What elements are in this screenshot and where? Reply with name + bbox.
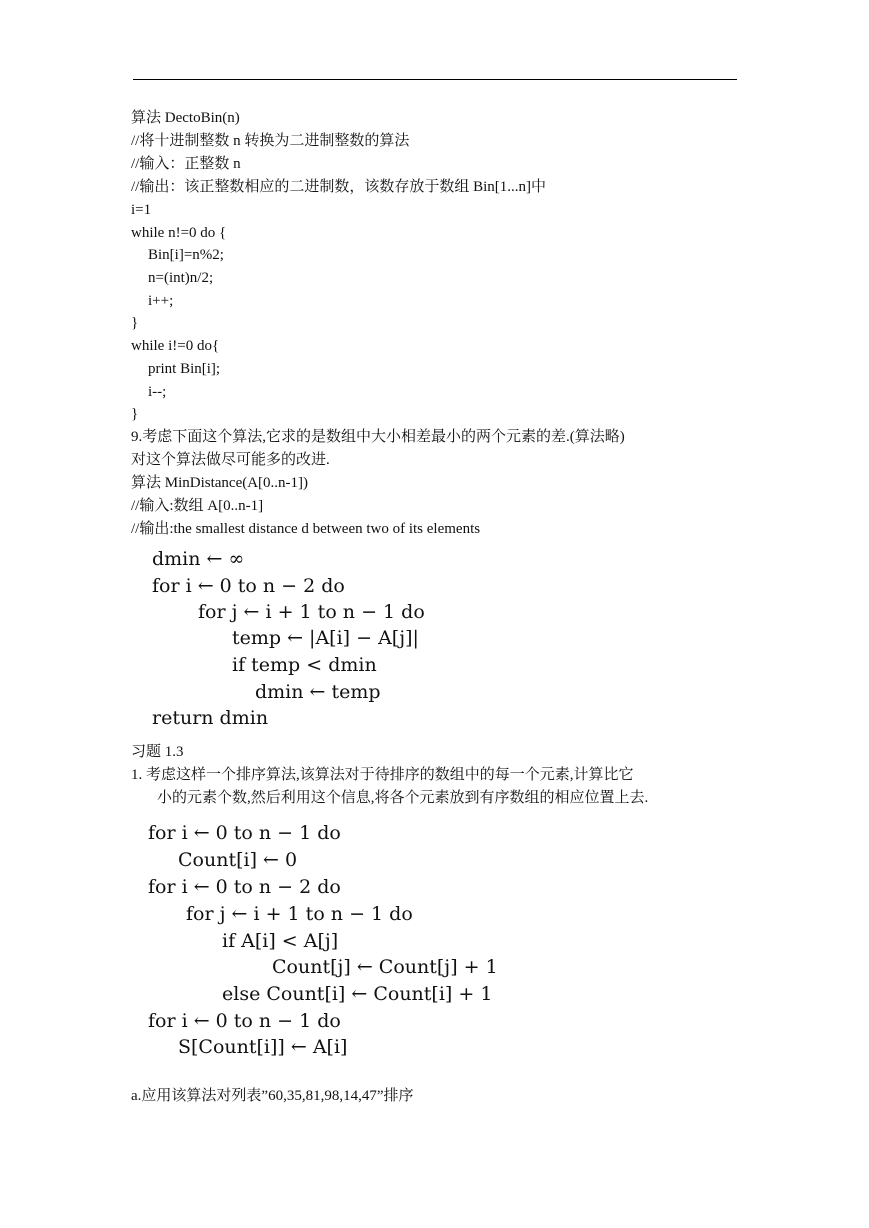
math-line: dmin ← ∞ xyxy=(152,548,245,570)
algorithm-title: 算法 DectoBin(n) xyxy=(131,110,240,126)
code-line: } xyxy=(131,406,139,422)
comment-line: //输入：正整数 n xyxy=(131,156,241,172)
math-line: for j ← i + 1 to n − 1 do xyxy=(186,903,413,925)
math-line: if temp < dmin xyxy=(232,654,377,676)
math-line: return dmin xyxy=(152,707,269,729)
comment-line: //输出:the smallest distance d between two of its elements xyxy=(131,521,481,537)
math-line: for i ← 0 to n − 1 do xyxy=(148,1010,341,1032)
math-line: for j ← i + 1 to n − 1 do xyxy=(198,601,425,623)
comment-line: //将十进制整数 n 转换为二进制整数的算法 xyxy=(131,133,410,149)
math-line: for i ← 0 to n − 1 do xyxy=(148,822,341,844)
code-line: while n!=0 do { xyxy=(131,225,227,241)
header-rule xyxy=(133,79,737,80)
code-line: print Bin[i]; xyxy=(148,361,221,377)
exercise-text: 小的元素个数,然后利用这个信息,将各个元素放到有序数组的相应位置上去. xyxy=(157,790,649,806)
exercise-part-a: a.应用该算法对列表”60,35,81,98,14,47”排序 xyxy=(131,1088,414,1104)
math-line: for i ← 0 to n − 2 do xyxy=(152,575,345,597)
exercise-text: 1. 考虑这样一个排序算法,该算法对于待排序的数组中的每一个元素,计算比它 xyxy=(131,767,634,783)
question-text: 9.考虑下面这个算法,它求的是数组中大小相差最小的两个元素的差.(算法略) xyxy=(131,429,625,445)
code-line: while i!=0 do{ xyxy=(131,338,220,354)
code-line: i++; xyxy=(148,293,174,309)
code-line: } xyxy=(131,315,139,331)
math-line: if A[i] < A[j] xyxy=(222,930,339,952)
algorithm-title: 算法 MinDistance(A[0..n-1]) xyxy=(131,475,309,491)
comment-line: //输出：该正整数相应的二进制数，该数存放于数组 Bin[1...n]中 xyxy=(131,179,546,195)
code-line: n=(int)n/2; xyxy=(148,270,214,286)
math-line: temp ← |A[i] − A[j]| xyxy=(232,627,419,649)
math-line: else Count[i] ← Count[i] + 1 xyxy=(222,983,493,1005)
code-line: i=1 xyxy=(131,202,152,218)
math-line: S[Count[i]] ← A[i] xyxy=(178,1036,348,1058)
code-line: i--; xyxy=(148,384,167,400)
math-line: for i ← 0 to n − 2 do xyxy=(148,876,341,898)
math-line: Count[i] ← 0 xyxy=(178,849,298,871)
math-line: dmin ← temp xyxy=(255,681,381,703)
section-heading: 习题 1.3 xyxy=(131,744,184,760)
question-text: 对这个算法做尽可能多的改进. xyxy=(131,452,330,468)
code-line: Bin[i]=n%2; xyxy=(148,247,224,263)
math-line: Count[j] ← Count[j] + 1 xyxy=(272,956,498,978)
comment-line: //输入:数组 A[0..n-1] xyxy=(131,498,264,514)
